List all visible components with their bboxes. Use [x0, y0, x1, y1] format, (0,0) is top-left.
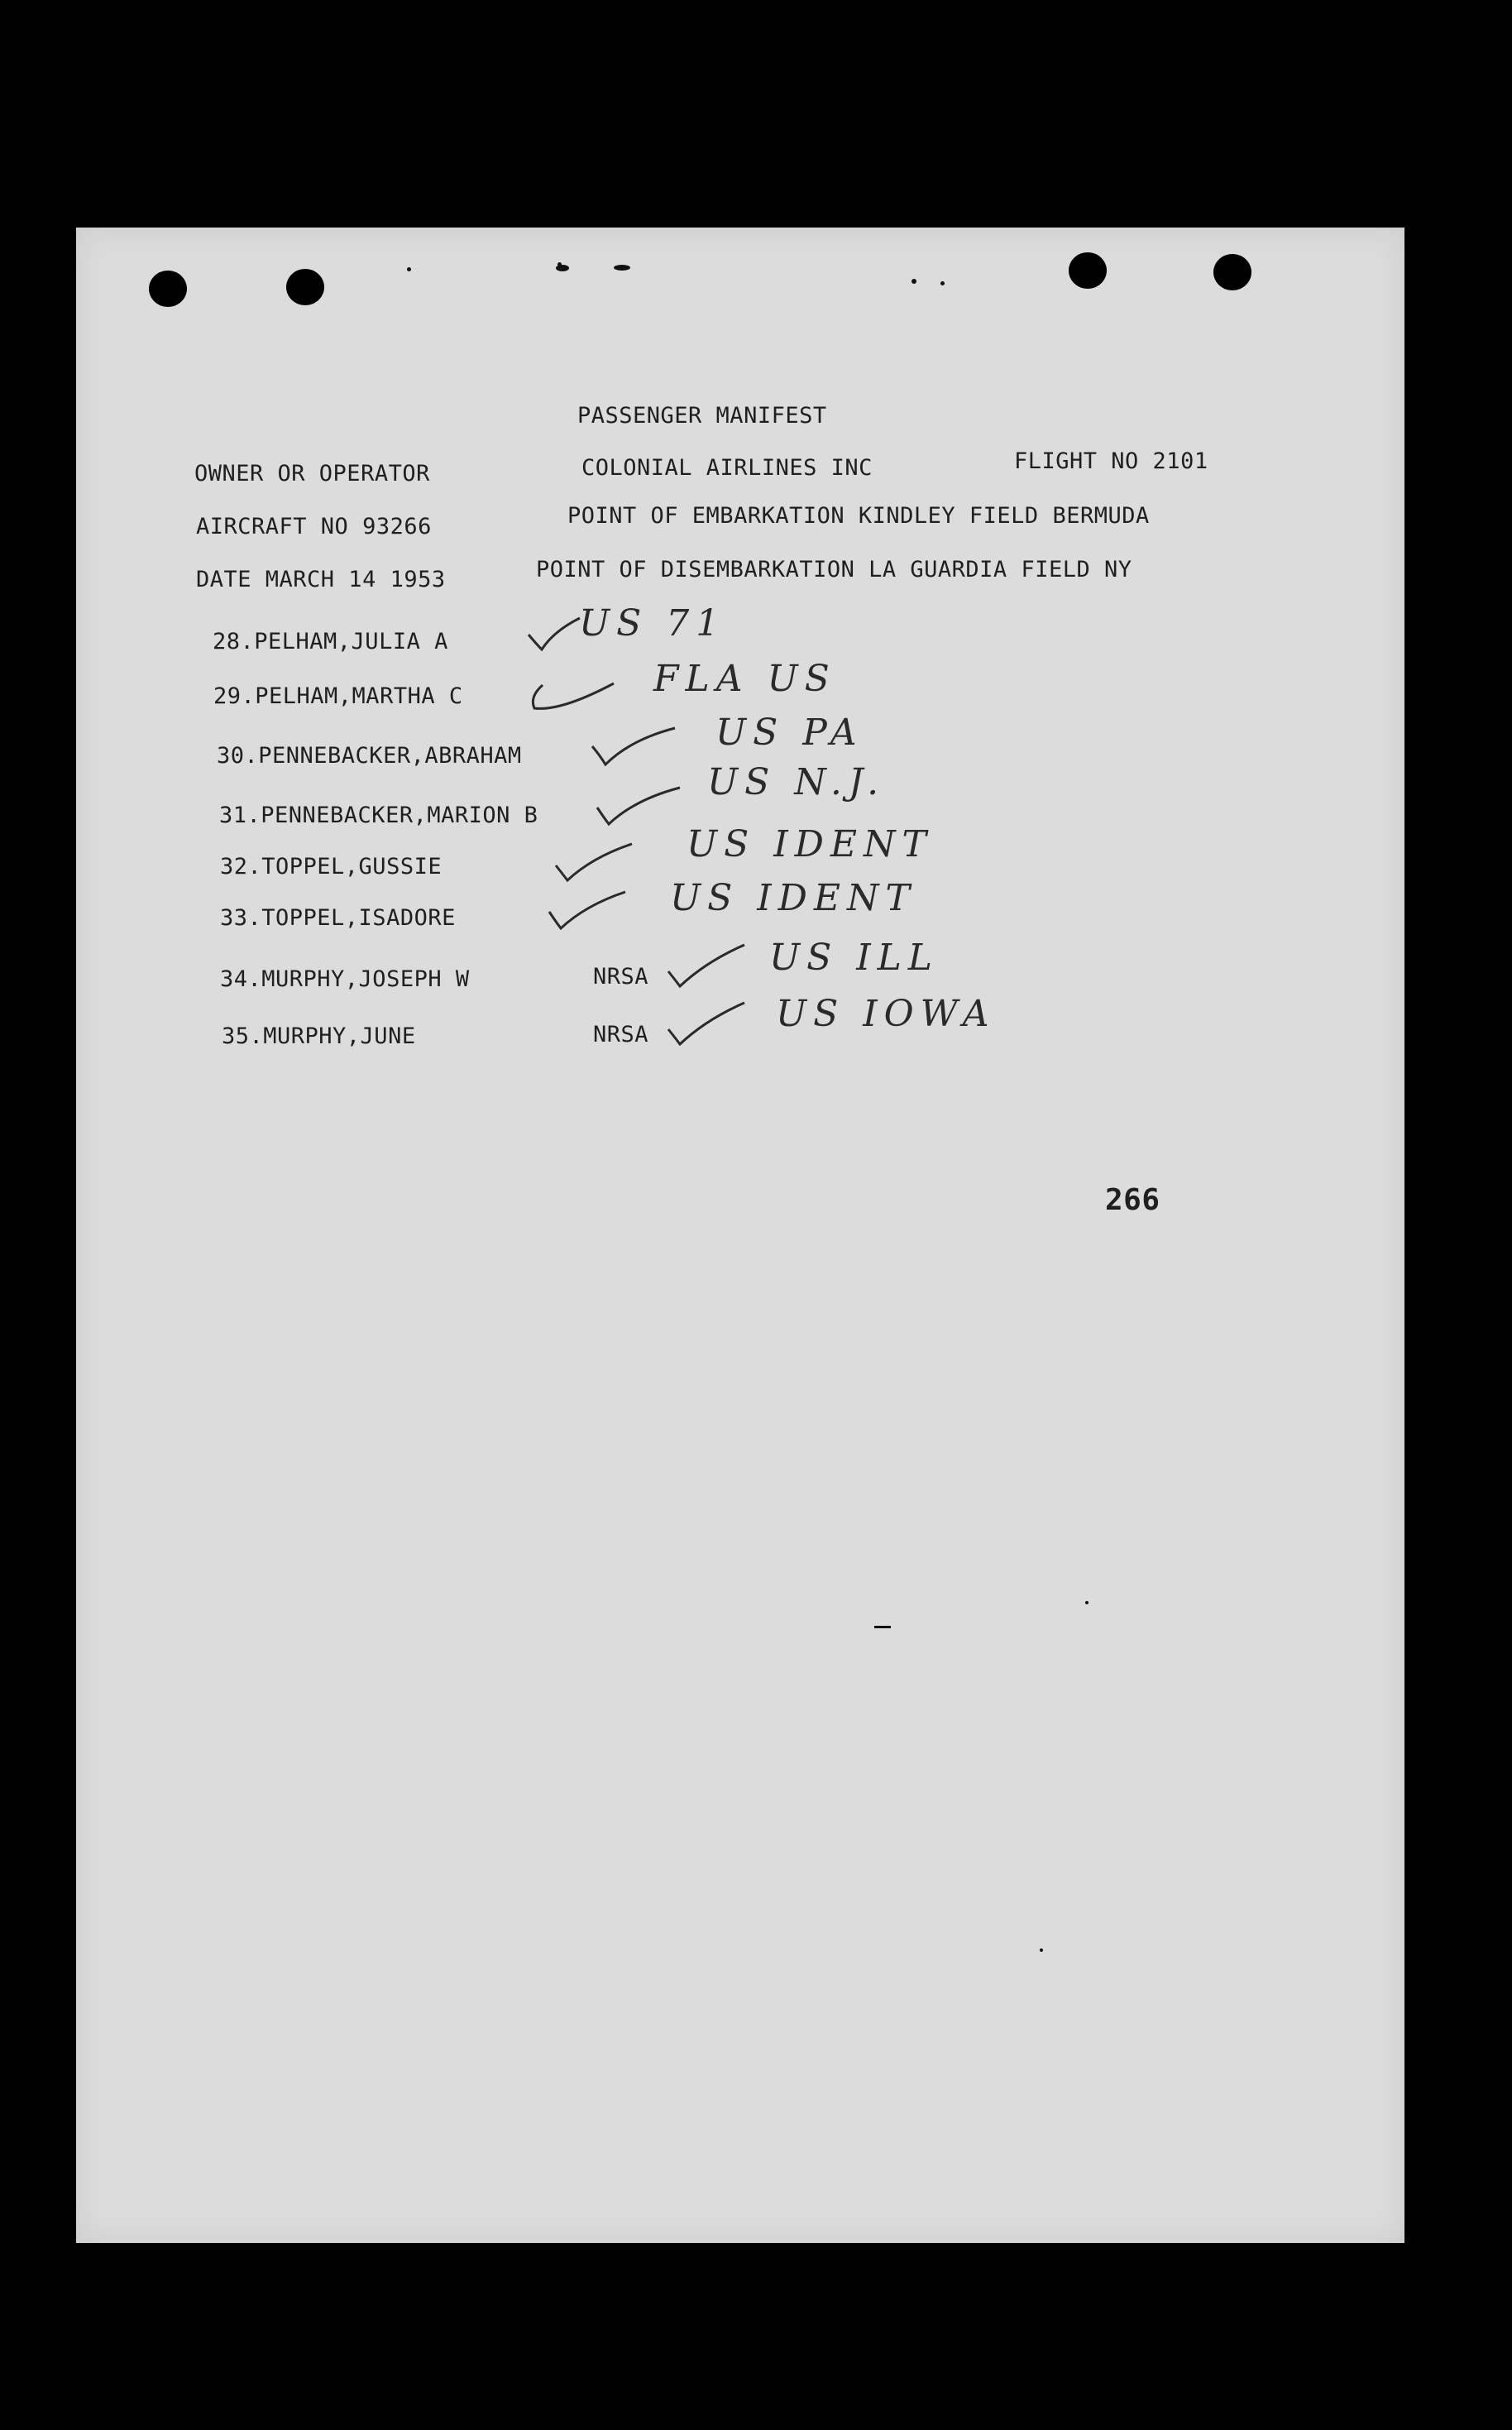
speck [940, 281, 945, 285]
speck [912, 279, 916, 284]
check-mark [525, 608, 583, 658]
punch-hole [1069, 252, 1107, 289]
aircraft-number: AIRCRAFT NO 93266 [196, 514, 432, 539]
passenger-note: NRSA [593, 1022, 649, 1047]
flight-number: FLIGHT NO 2101 [1014, 448, 1208, 474]
passenger-name: 35.MURPHY,JUNE [222, 1023, 416, 1049]
punch-hole [286, 269, 324, 305]
handwritten-annotation: US ILL [769, 937, 940, 979]
punch-hole [149, 271, 187, 307]
handwritten-annotation: US PA [715, 712, 864, 754]
speck [556, 265, 569, 271]
handwritten-annotation: US IOWA [776, 993, 996, 1035]
check-mark [665, 999, 748, 1049]
owner-value: COLONIAL AIRLINES INC [581, 455, 873, 481]
speck [1085, 1601, 1089, 1604]
passenger-name: 31.PENNEBACKER,MARION B [219, 803, 538, 828]
speck [1040, 1948, 1043, 1952]
check-mark [594, 779, 685, 829]
handwritten-annotation: US N.J. [707, 761, 886, 803]
speck [407, 267, 411, 271]
check-mark [665, 942, 748, 991]
passenger-note: NRSA [593, 964, 649, 990]
check-mark [589, 721, 680, 771]
passenger-name: 33.TOPPEL,ISADORE [220, 905, 456, 931]
passenger-name: 30.PENNEBACKER,ABRAHAM [217, 743, 522, 769]
passenger-name: 34.MURPHY,JOSEPH W [220, 966, 470, 992]
owner-label: OWNER OR OPERATOR [194, 461, 430, 486]
speck [874, 1626, 891, 1628]
check-mark [546, 887, 629, 937]
check-mark [553, 837, 635, 887]
speck [614, 265, 630, 271]
passenger-name: 32.TOPPEL,GUSSIE [220, 854, 443, 879]
manifest-title: PASSENGER MANIFEST [577, 403, 827, 429]
embarkation-point: POINT OF EMBARKATION KINDLEY FIELD BERMUDA [567, 503, 1150, 529]
handwritten-annotation: FLA US [653, 658, 836, 700]
passenger-name: 29.PELHAM,MARTHA C [213, 683, 463, 709]
manifest-date: DATE MARCH 14 1953 [196, 567, 446, 592]
disembarkation-point: POINT OF DISEMBARKATION LA GUARDIA FIELD NY [536, 557, 1132, 582]
check-mark [528, 669, 619, 718]
handwritten-annotation: US IDENT [670, 877, 916, 919]
handwritten-annotation: US 71 [579, 602, 726, 645]
passenger-name: 28.PELHAM,JULIA A [213, 629, 448, 654]
punch-hole [1213, 254, 1251, 290]
handwritten-annotation: US IDENT [687, 823, 933, 865]
page-number: 266 [1105, 1183, 1160, 1217]
